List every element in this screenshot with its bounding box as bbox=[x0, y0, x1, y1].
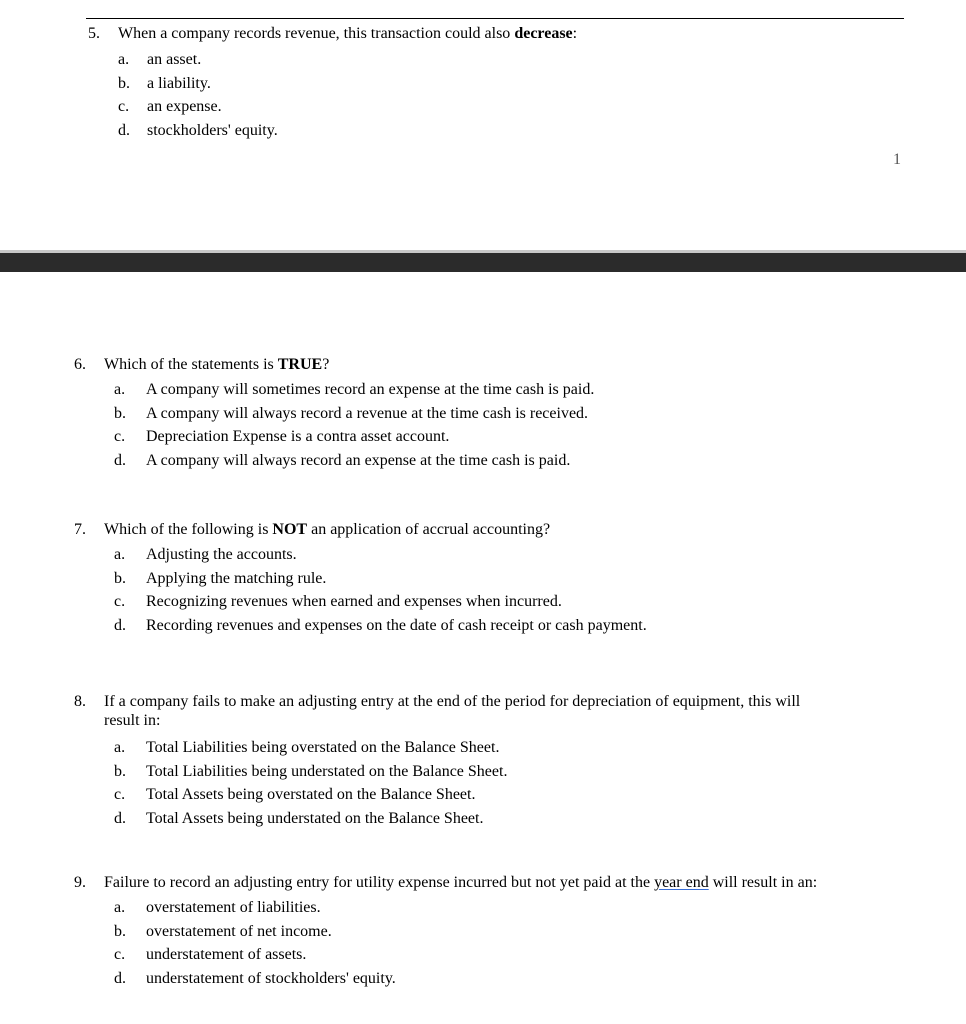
option-c bbox=[74, 590, 934, 614]
year-end-underlined: year end bbox=[654, 874, 709, 891]
option-letter: a. bbox=[114, 381, 126, 398]
option-text: overstatement of liabilities. bbox=[146, 899, 321, 916]
question-text: Failure to record an adjusting entry for utility expense incurred but not yet paid at the bbox=[104, 874, 655, 891]
option-d bbox=[74, 807, 934, 831]
question-text-end: will result in an: bbox=[708, 874, 818, 891]
option-letter: b. bbox=[114, 762, 126, 780]
option-letter: d. bbox=[114, 809, 126, 827]
question-emphasis: decrease bbox=[514, 25, 573, 42]
option-text: A company will always record a revenue at the time cash is received. bbox=[146, 404, 589, 422]
option-letter: c. bbox=[114, 593, 126, 610]
question-stem bbox=[74, 520, 934, 539]
header-rule bbox=[86, 18, 904, 19]
option-text: an asset. bbox=[147, 51, 202, 68]
option-letter: a. bbox=[114, 546, 126, 563]
option-a bbox=[74, 543, 934, 567]
option-letter: d. bbox=[118, 121, 130, 139]
option-letter: a. bbox=[114, 739, 126, 756]
option-text: understatement of assets. bbox=[146, 946, 307, 963]
option-d bbox=[74, 614, 934, 638]
option-a bbox=[88, 48, 908, 72]
option-b bbox=[74, 920, 954, 944]
question-text-end: ? bbox=[322, 356, 330, 373]
option-letter: a. bbox=[118, 51, 130, 68]
option-a bbox=[74, 378, 934, 402]
option-text: stockholders' equity. bbox=[147, 121, 278, 139]
option-letter: d. bbox=[114, 969, 126, 987]
question-text: Which of the statements is bbox=[104, 356, 278, 373]
question-7 bbox=[74, 520, 934, 637]
option-letter: c. bbox=[114, 946, 126, 963]
option-text: Adjusting the accounts. bbox=[146, 546, 297, 563]
option-c bbox=[88, 95, 908, 119]
question-text: Which of the following is bbox=[104, 521, 273, 538]
option-d bbox=[74, 967, 954, 991]
option-text: Total Liabilities being overstated on the Balance Sheet. bbox=[146, 739, 500, 756]
option-letter: b. bbox=[114, 569, 126, 587]
question-stem bbox=[88, 24, 908, 43]
question-text-line-1: If a company fails to make an adjusting entry at the end of the period for depreciation of equipment, this will bbox=[104, 693, 801, 710]
option-text: A company will always record an expense at the time cash is paid. bbox=[146, 451, 571, 469]
option-text: Total Assets being overstated on the Balance Sheet. bbox=[146, 786, 476, 803]
question-emphasis: NOT bbox=[272, 521, 308, 538]
option-text: an expense. bbox=[147, 98, 222, 115]
option-text: Total Liabilities being understated on the Balance Sheet. bbox=[146, 762, 508, 780]
option-letter: c. bbox=[114, 428, 126, 445]
option-text: Applying the matching rule. bbox=[146, 569, 327, 587]
page-number: 1 bbox=[893, 151, 901, 168]
option-text: understatement of stockholders' equity. bbox=[146, 969, 396, 987]
question-number: 5. bbox=[88, 25, 100, 42]
question-number: 6. bbox=[74, 356, 86, 373]
question-stem bbox=[74, 355, 934, 374]
option-letter: d. bbox=[114, 616, 126, 634]
option-a bbox=[74, 896, 954, 920]
option-text: Total Assets being understated on the Balance Sheet. bbox=[146, 809, 484, 827]
option-b bbox=[88, 72, 908, 96]
option-letter: b. bbox=[118, 74, 130, 92]
question-text: When a company records revenue, this transaction could also bbox=[118, 25, 515, 42]
option-letter: b. bbox=[114, 922, 126, 940]
option-text: Recognizing revenues when earned and expenses when incurred. bbox=[146, 593, 562, 610]
question-6 bbox=[74, 355, 934, 472]
option-text: A company will sometimes record an expense at the time cash is paid. bbox=[146, 381, 595, 398]
question-5 bbox=[88, 24, 908, 142]
question-stem bbox=[74, 873, 954, 892]
option-letter: b. bbox=[114, 404, 126, 422]
option-letter: d. bbox=[114, 451, 126, 469]
question-8 bbox=[74, 692, 934, 830]
question-9 bbox=[74, 873, 954, 990]
question-text-line-2: result in: bbox=[104, 712, 161, 729]
option-c bbox=[74, 783, 934, 807]
question-stem bbox=[74, 692, 934, 711]
option-c bbox=[74, 425, 934, 449]
option-text: Depreciation Expense is a contra asset account. bbox=[146, 428, 450, 445]
option-letter: a. bbox=[114, 899, 126, 916]
question-emphasis: TRUE bbox=[277, 356, 323, 373]
option-d bbox=[74, 449, 934, 473]
option-a bbox=[74, 736, 934, 760]
question-stem-cont bbox=[74, 711, 934, 730]
question-text-end: : bbox=[572, 25, 578, 42]
question-number: 9. bbox=[74, 874, 86, 891]
option-letter: c. bbox=[118, 98, 130, 115]
option-d bbox=[88, 119, 908, 143]
question-number: 8. bbox=[74, 693, 86, 710]
option-text: Recording revenues and expenses on the date of cash receipt or cash payment. bbox=[146, 616, 647, 634]
page-divider bbox=[0, 253, 966, 272]
question-number: 7. bbox=[74, 521, 86, 538]
option-b bbox=[74, 402, 934, 426]
option-b bbox=[74, 760, 934, 784]
option-text: overstatement of net income. bbox=[146, 922, 332, 940]
option-c bbox=[74, 943, 954, 967]
option-letter: c. bbox=[114, 786, 126, 803]
question-text-end: an application of accrual accounting? bbox=[307, 521, 551, 538]
option-text: a liability. bbox=[147, 74, 211, 92]
option-b bbox=[74, 567, 934, 591]
